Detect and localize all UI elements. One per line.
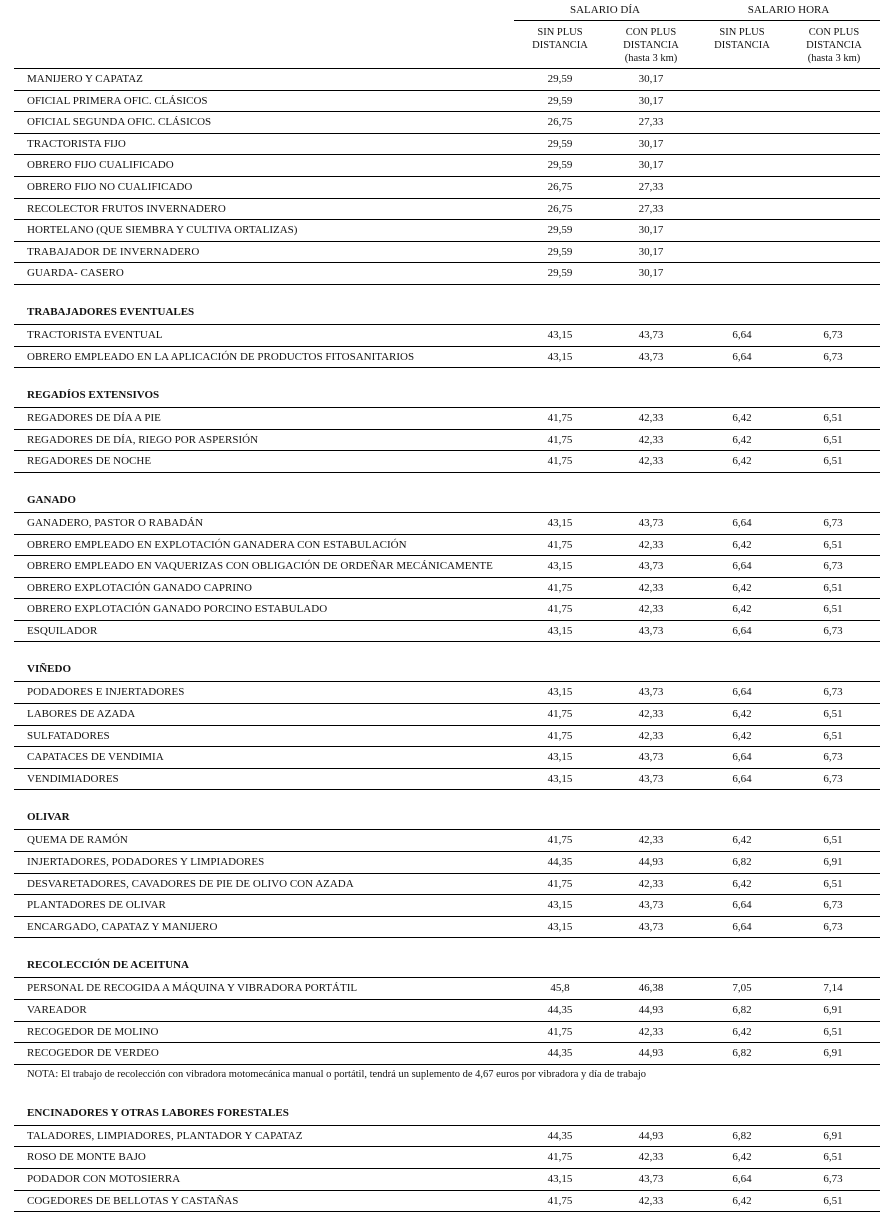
salary-hour-no-plus: 6,64 <box>732 686 752 699</box>
salary-day-no-plus: 44,35 <box>547 1004 573 1016</box>
salary-hour-plus: 6,73 <box>823 516 843 529</box>
col-day-con-plus: CON PLUS DISTANCIA (hasta 3 km) <box>623 27 679 64</box>
salary-hour-no-plus: 6,42 <box>732 581 752 594</box>
row-label: PODADOR CON MOTOSIERRA <box>27 1172 181 1185</box>
row-label: PODADORES E INJERTADORES <box>27 686 185 699</box>
salary-hour-plus: 6,91 <box>823 856 843 869</box>
salary-day-no-plus: 44,35 <box>547 1129 573 1142</box>
table-body <box>14 69 880 1212</box>
row-label: VAREADOR <box>27 1004 87 1016</box>
salary-day-plus: 44,93 <box>638 1004 664 1016</box>
salary-hour-no-plus: 6,82 <box>732 1004 752 1016</box>
section-title <box>14 660 880 682</box>
salary-day-no-plus: 41,75 <box>547 433 573 446</box>
salary-day-no-plus: 29,59 <box>547 94 573 107</box>
row-label: SULFATADORES <box>27 729 110 742</box>
salary-day-plus: 44,93 <box>638 1129 664 1142</box>
salary-day-plus: 44,93 <box>638 856 664 869</box>
salary-day-plus: 42,33 <box>638 455 664 468</box>
salary-hour-no-plus: 6,42 <box>732 412 752 425</box>
salary-hour-no-plus: 6,64 <box>732 751 752 764</box>
salary-hour-no-plus: 7,05 <box>732 982 752 995</box>
section-title <box>14 1104 880 1126</box>
salary-hour-plus: 6,51 <box>823 1025 843 1038</box>
row-label: RECOGEDOR DE VERDEO <box>27 1047 159 1060</box>
salary-hour-no-plus: 6,42 <box>732 1025 752 1038</box>
salary-hour-plus: 6,51 <box>823 1151 843 1164</box>
salary-day-no-plus: 43,15 <box>547 624 573 637</box>
salary-day-no-plus: 41,75 <box>547 581 573 594</box>
salary-day-no-plus: 41,75 <box>547 834 573 847</box>
salary-hour-no-plus: 6,42 <box>732 1151 752 1164</box>
salary-day-plus: 42,33 <box>638 1151 664 1164</box>
table-row <box>14 917 880 939</box>
salary-day-plus: 43,73 <box>638 350 664 363</box>
table-row <box>14 830 880 852</box>
table-row <box>14 747 880 769</box>
row-label: REGADORES DE NOCHE <box>27 455 152 468</box>
table-row <box>14 325 880 347</box>
section-spacer <box>14 642 880 660</box>
table-row <box>14 263 880 285</box>
row-label: OBRERO FIJO CUALIFICADO <box>27 159 174 172</box>
salary-hour-plus: 6,51 <box>823 708 843 721</box>
salary-day-no-plus: 29,59 <box>547 267 573 280</box>
row-label: OBRERO EXPLOTACIÓN GANADO CAPRINO <box>27 581 252 594</box>
table-row <box>14 535 880 557</box>
row-label: OFICIAL SEGUNDA OFIC. CLÁSICOS <box>27 116 212 129</box>
salary-hour-no-plus: 6,42 <box>732 433 752 446</box>
row-label: MANIJERO Y CAPATAZ <box>27 73 143 85</box>
salary-day-plus: 42,33 <box>638 603 664 616</box>
salary-hour-plus: 6,51 <box>823 603 843 616</box>
salary-day-plus: 43,73 <box>638 751 664 764</box>
table-row <box>14 682 880 704</box>
salary-day-plus: 43,73 <box>638 516 664 529</box>
row-label: OBRERO EMPLEADO EN EXPLOTACIÓN GANADERA CON ESTABULACIÓN <box>27 538 407 551</box>
table-header <box>14 0 880 69</box>
salary-day-no-plus: 41,75 <box>547 538 573 551</box>
salary-hour-plus: 6,51 <box>823 877 843 890</box>
row-label: ESQUILADOR <box>27 624 98 637</box>
salary-hour-plus: 6,73 <box>823 1172 843 1185</box>
row-label: OBRERO EXPLOTACIÓN GANADO PORCINO ESTABULADO <box>27 603 328 616</box>
salary-day-no-plus: 44,35 <box>547 1047 573 1060</box>
row-label: REGADORES DE DÍA A PIE <box>27 412 161 425</box>
table-row <box>14 1043 880 1065</box>
col-hour-sin-plus: SIN PLUS DISTANCIA <box>714 27 770 51</box>
salary-day-plus: 30,17 <box>638 267 664 280</box>
section-title <box>14 386 880 408</box>
salary-day-plus: 43,73 <box>638 560 664 573</box>
salary-day-no-plus: 43,15 <box>547 1172 573 1185</box>
salary-day-plus: 42,33 <box>638 1025 664 1038</box>
salary-day-plus: 30,17 <box>638 73 664 85</box>
section-title-text: ENCINADORES Y OTRAS LABORES FORESTALES <box>27 1106 289 1119</box>
table-row <box>14 408 880 430</box>
salary-hour-no-plus: 6,42 <box>732 834 752 847</box>
salary-day-no-plus: 29,59 <box>547 159 573 172</box>
table-row <box>14 621 880 643</box>
row-label: ROSO DE MONTE BAJO <box>27 1151 146 1164</box>
salary-table <box>14 0 880 1212</box>
salary-hour-plus: 6,51 <box>823 412 843 425</box>
salary-hour-no-plus: 6,82 <box>732 1129 752 1142</box>
table-row <box>14 1191 880 1212</box>
salary-day-plus: 42,33 <box>638 433 664 446</box>
salary-hour-plus: 6,51 <box>823 1194 843 1207</box>
table-row <box>14 769 880 791</box>
salary-hour-plus: 6,51 <box>823 581 843 594</box>
salary-hour-plus: 6,51 <box>823 433 843 446</box>
salary-hour-plus: 6,73 <box>823 899 843 912</box>
row-label: TRACTORISTA EVENTUAL <box>27 328 163 341</box>
salary-day-no-plus: 43,15 <box>547 686 573 699</box>
table-row <box>14 451 880 473</box>
table-row <box>14 1126 880 1148</box>
table-row <box>14 599 880 621</box>
row-label: TRABAJADOR DE INVERNADERO <box>27 245 200 258</box>
section-spacer <box>14 790 880 808</box>
salary-day-no-plus: 43,15 <box>547 328 573 341</box>
salary-day-plus: 30,17 <box>638 245 664 258</box>
section-spacer <box>14 938 880 956</box>
section-title-text: REGADÍOS EXTENSIVOS <box>27 389 160 402</box>
salary-hour-plus: 6,73 <box>823 686 843 699</box>
row-label: REGADORES DE DÍA, RIEGO POR ASPERSIÓN <box>27 433 259 446</box>
salary-hour-plus: 6,91 <box>823 1129 843 1142</box>
table-row <box>14 1000 880 1022</box>
salary-day-no-plus: 41,75 <box>547 708 573 721</box>
row-label: COGEDORES DE BELLOTAS Y CASTAÑAS <box>27 1194 239 1207</box>
table-row <box>14 513 880 535</box>
section-title-text: GANADO <box>27 493 76 506</box>
salary-day-plus: 42,33 <box>638 708 664 721</box>
section-title <box>14 491 880 513</box>
salary-day-plus: 42,33 <box>638 729 664 742</box>
section-note <box>14 1065 880 1086</box>
row-label: DESVARETADORES, CAVADORES DE PIE DE OLIVO CON AZADA <box>27 877 354 890</box>
salary-hour-no-plus: 6,64 <box>732 1172 752 1185</box>
salary-day-plus: 43,73 <box>638 328 664 341</box>
table-row <box>14 978 880 1000</box>
salary-day-plus: 43,73 <box>638 686 664 699</box>
salary-day-plus: 30,17 <box>638 224 664 237</box>
salary-day-no-plus: 43,15 <box>547 751 573 764</box>
salary-day-plus: 43,73 <box>638 772 664 785</box>
salary-hour-plus: 6,73 <box>823 350 843 363</box>
section-spacer <box>14 368 880 386</box>
row-label: HORTELANO (QUE SIEMBRA Y CULTIVA ORTALIZAS) <box>27 224 298 237</box>
section-title-text: VIÑEDO <box>27 663 72 676</box>
salary-day-plus: 44,93 <box>638 1047 664 1060</box>
salary-hour-no-plus: 6,82 <box>732 856 752 869</box>
salary-hour-plus: 6,73 <box>823 751 843 764</box>
salary-day-no-plus: 45,8 <box>550 982 570 995</box>
salary-day-plus: 42,33 <box>638 581 664 594</box>
salary-day-plus: 27,33 <box>638 116 664 129</box>
salary-day-plus: 42,33 <box>638 834 664 847</box>
salary-day-plus: 43,73 <box>638 624 664 637</box>
salary-hour-no-plus: 6,42 <box>732 877 752 890</box>
salary-hour-plus: 6,73 <box>823 920 843 933</box>
salary-day-no-plus: 43,15 <box>547 920 573 933</box>
salary-hour-no-plus: 6,42 <box>732 538 752 551</box>
col-hour-con-plus: CON PLUS DISTANCIA (hasta 3 km) <box>806 27 862 64</box>
table-row <box>14 874 880 896</box>
section-title <box>14 303 880 325</box>
salary-day-plus: 30,17 <box>638 94 664 107</box>
salary-hour-plus: 6,91 <box>823 1004 843 1016</box>
salary-day-plus: 30,17 <box>638 159 664 172</box>
salary-hour-no-plus: 6,42 <box>732 729 752 742</box>
row-label: PERSONAL DE RECOGIDA A MÁQUINA Y VIBRADORA PORTÁTIL <box>27 982 358 995</box>
table-row <box>14 1022 880 1044</box>
salary-day-plus: 42,33 <box>638 412 664 425</box>
salary-day-no-plus: 29,59 <box>547 224 573 237</box>
group-salario-hora: SALARIO HORA <box>747 4 830 16</box>
table-row <box>14 91 880 113</box>
salary-hour-no-plus: 6,64 <box>732 899 752 912</box>
table-row <box>14 1169 880 1191</box>
section-note-text: NOTA: El trabajo de recolección con vibradora motomecánica manual o portátil, tendrá un suplemento de 4,67 euros por vibradora y día de trabajo <box>27 1068 647 1080</box>
table-row <box>14 177 880 199</box>
salary-day-plus: 42,33 <box>638 1194 664 1207</box>
salary-day-no-plus: 41,75 <box>547 455 573 468</box>
salary-hour-plus: 6,73 <box>823 560 843 573</box>
salary-day-plus: 42,33 <box>638 877 664 890</box>
salary-day-plus: 43,73 <box>638 920 664 933</box>
section-spacer <box>14 285 880 303</box>
row-label: CAPATACES DE VENDIMIA <box>27 751 164 764</box>
salary-day-no-plus: 44,35 <box>547 856 573 869</box>
table-row <box>14 578 880 600</box>
salary-hour-no-plus: 6,64 <box>732 350 752 363</box>
table-row <box>14 112 880 134</box>
salary-hour-no-plus: 6,42 <box>732 603 752 616</box>
salary-hour-plus: 6,51 <box>823 455 843 468</box>
section-title-text: OLIVAR <box>27 811 70 824</box>
section-title-text: RECOLECCIÓN DE ACEITUNA <box>27 959 189 972</box>
row-label: ENCARGADO, CAPATAZ Y MANIJERO <box>27 920 218 933</box>
table-row <box>14 155 880 177</box>
salary-hour-no-plus: 6,64 <box>732 560 752 573</box>
salary-day-plus: 43,73 <box>638 899 664 912</box>
row-label: TRACTORISTA FIJO <box>27 137 126 150</box>
salary-day-plus: 27,33 <box>638 180 664 193</box>
table-row <box>14 895 880 917</box>
section-title-text: TRABAJADORES EVENTUALES <box>27 305 195 318</box>
row-label: GUARDA- CASERO <box>27 267 124 280</box>
row-label: RECOGEDOR DE MOLINO <box>27 1025 159 1038</box>
salary-day-plus: 43,73 <box>638 1172 664 1185</box>
table-row <box>14 1147 880 1169</box>
salary-day-no-plus: 41,75 <box>547 412 573 425</box>
section-title <box>14 808 880 830</box>
group-salario-dia: SALARIO DÍA <box>570 4 640 16</box>
table-row <box>14 220 880 242</box>
salary-hour-plus: 6,51 <box>823 729 843 742</box>
salary-hour-plus: 6,73 <box>823 624 843 637</box>
table-row <box>14 134 880 156</box>
row-label: QUEMA DE RAMÓN <box>27 834 128 847</box>
salary-day-plus: 46,38 <box>638 982 664 995</box>
salary-hour-no-plus: 6,64 <box>732 624 752 637</box>
section-spacer <box>14 1086 880 1104</box>
row-label: TALADORES, LIMPIADORES, PLANTADOR Y CAPATAZ <box>27 1129 303 1142</box>
salary-day-plus: 27,33 <box>638 202 664 215</box>
table-row <box>14 852 880 874</box>
table-row <box>14 69 880 91</box>
row-label: PLANTADORES DE OLIVAR <box>27 899 166 912</box>
salary-day-no-plus: 29,59 <box>547 137 573 150</box>
salary-hour-no-plus: 6,42 <box>732 455 752 468</box>
salary-day-no-plus: 43,15 <box>547 516 573 529</box>
row-label: VENDIMIADORES <box>27 772 119 785</box>
table-row <box>14 726 880 748</box>
salary-hour-plus: 6,51 <box>823 834 843 847</box>
salary-day-no-plus: 41,75 <box>547 1025 573 1038</box>
salary-hour-plus: 6,91 <box>823 1047 843 1060</box>
salary-day-plus: 42,33 <box>638 538 664 551</box>
salary-day-no-plus: 26,75 <box>547 116 573 129</box>
table-row <box>14 242 880 264</box>
salary-day-no-plus: 41,75 <box>547 1151 573 1164</box>
row-label: GANADERO, PASTOR O RABADÁN <box>27 516 204 529</box>
salary-day-no-plus: 41,75 <box>547 1194 573 1207</box>
salary-day-no-plus: 41,75 <box>547 877 573 890</box>
salary-day-plus: 30,17 <box>638 137 664 150</box>
table-row <box>14 199 880 221</box>
salary-hour-no-plus: 6,64 <box>732 772 752 785</box>
salary-day-no-plus: 43,15 <box>547 899 573 912</box>
table-row <box>14 704 880 726</box>
salary-day-no-plus: 43,15 <box>547 350 573 363</box>
section-title <box>14 956 880 978</box>
row-label: OBRERO EMPLEADO EN VAQUERIZAS CON OBLIGACIÓN DE ORDEÑAR MECÁNICAMENTE <box>27 560 493 573</box>
row-label: RECOLECTOR FRUTOS INVERNADERO <box>27 202 226 215</box>
salary-day-no-plus: 41,75 <box>547 729 573 742</box>
row-label: LABORES DE AZADA <box>27 708 136 721</box>
table-row <box>14 347 880 369</box>
table-row <box>14 430 880 452</box>
salary-day-no-plus: 29,59 <box>547 245 573 258</box>
salary-day-no-plus: 43,15 <box>547 772 573 785</box>
group-underline <box>514 20 880 21</box>
salary-hour-plus: 6,51 <box>823 538 843 551</box>
salary-hour-no-plus: 6,64 <box>732 516 752 529</box>
salary-hour-plus: 7,14 <box>823 982 843 995</box>
salary-hour-no-plus: 6,42 <box>732 708 752 721</box>
row-label: OBRERO EMPLEADO EN LA APLICACIÓN DE PRODUCTOS FITOSANITARIOS <box>27 350 415 363</box>
salary-day-no-plus: 29,59 <box>547 73 573 85</box>
salary-hour-no-plus: 6,64 <box>732 328 752 341</box>
col-day-sin-plus: SIN PLUS DISTANCIA <box>532 27 588 51</box>
salary-day-no-plus: 26,75 <box>547 202 573 215</box>
row-label: OBRERO FIJO NO CUALIFICADO <box>27 180 193 193</box>
salary-hour-no-plus: 6,82 <box>732 1047 752 1060</box>
salary-hour-no-plus: 6,42 <box>732 1194 752 1207</box>
section-spacer <box>14 473 880 491</box>
salary-day-no-plus: 26,75 <box>547 180 573 193</box>
salary-hour-no-plus: 6,64 <box>732 920 752 933</box>
salary-day-no-plus: 41,75 <box>547 603 573 616</box>
row-label: OFICIAL PRIMERA OFIC. CLÁSICOS <box>27 94 208 107</box>
salary-day-no-plus: 43,15 <box>547 560 573 573</box>
salary-hour-plus: 6,73 <box>823 772 843 785</box>
table-row <box>14 556 880 578</box>
salary-hour-plus: 6,73 <box>823 328 843 341</box>
row-label: INJERTADORES, PODADORES Y LIMPIADORES <box>27 856 265 869</box>
